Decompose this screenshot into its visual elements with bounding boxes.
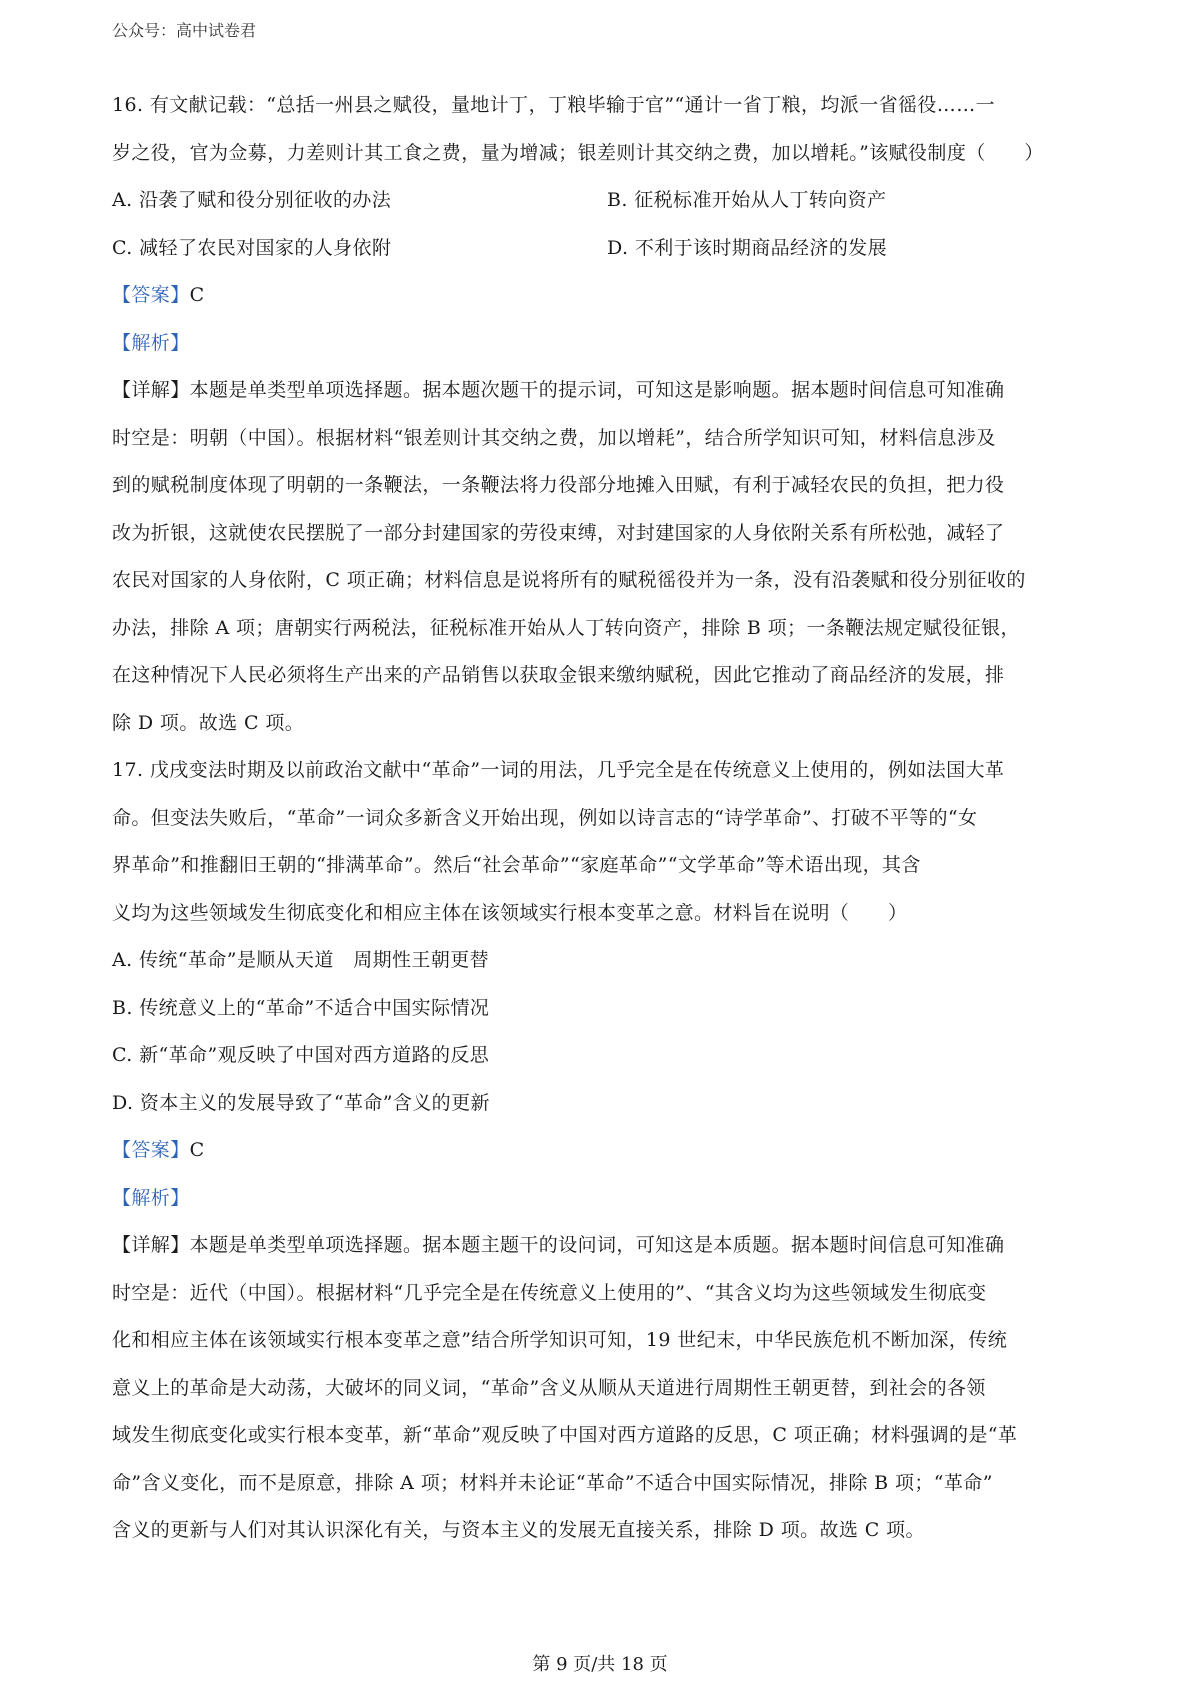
detail-line: 除 D 项。故选 C 项。 xyxy=(112,711,305,734)
analysis-line xyxy=(112,320,1102,368)
options-row xyxy=(112,177,1102,225)
detail-line: 域发生彻底变化或实行根本变革，新“革命”观反映了中国对西方道路的反思，C 项正确；材料强调的是“革 xyxy=(112,1424,1018,1446)
option-c: C. 新“革命”观反映了中国对西方道路的反思 xyxy=(112,1044,490,1066)
options-row xyxy=(112,225,1102,273)
detail-line xyxy=(112,367,1102,415)
question-17 xyxy=(112,747,1102,1555)
answer-line xyxy=(112,1127,1102,1175)
answer-value: C xyxy=(189,284,205,306)
answer-value: C xyxy=(189,1139,205,1161)
detail-text: 本题是单类型单项选择题。据本题次题干的提示词，可知这是影响题。据本题时间信息可知准确 xyxy=(189,379,1005,401)
option-d: D. 不利于该时期商品经济的发展 xyxy=(607,236,888,259)
answer-tag: 【答案】 xyxy=(112,284,190,306)
page-footer: 第 9 页/共 18 页 xyxy=(532,1654,668,1675)
option-a: A. 传统“革命”是顺从天道 周期性王朝更替 xyxy=(112,949,490,971)
detail-line: 改为折银，这就使农民摆脱了一部分封建国家的劳役束缚，对封建国家的人身依附关系有所松弛，减轻了 xyxy=(112,521,1005,544)
question-stem-line: 16. 有文献记载：“总括一州县之赋役，量地计丁，丁粮毕输于官”“通计一省丁粮，均派一省徭役……一 xyxy=(112,94,995,116)
detail-line: 农民对国家的人身依附，C 项正确；材料信息是说将所有的赋税徭役并为一条，没有沿袭赋和役分别征收的 xyxy=(112,569,1026,591)
answer-tag: 【答案】 xyxy=(112,1139,190,1161)
detail-line: 办法，排除 A 项；唐朝实行两税法，征税标准开始从人丁转向资产，排除 B 项；一条鞭法规定赋役征银， xyxy=(112,616,1020,639)
detail-line: 时空是：近代（中国）。根据材料“几乎完全是在传统意义上使用的”、“其含义均为这些领域发生彻底变 xyxy=(112,1281,987,1304)
page-header: 公众号：高中试卷君 xyxy=(112,21,257,40)
page-content xyxy=(112,82,1102,1555)
answer-line xyxy=(112,272,1102,320)
question-stem-line: 界革命”和推翻旧王朝的“排满革命”。然后“社会革命”“家庭革命”“文学革命”等术语出现，其含 xyxy=(112,854,921,876)
detail-line: 到的赋税制度体现了明朝的一条鞭法，一条鞭法将力役部分地摊入田赋，有利于减轻农民的负担，把力役 xyxy=(112,474,1005,496)
detail-line: 含义的更新与人们对其认识深化有关，与资本主义的发展无直接关系，排除 D 项。故选 C 项。 xyxy=(112,1519,925,1541)
analysis-tag: 【解析】 xyxy=(112,1186,190,1209)
detail-tag: 【详解】 xyxy=(112,379,190,401)
detail-line: 意义上的革命是大动荡，大破坏的同义词，“革命”含义从顺从天道进行周期性王朝更替，到社会的各领 xyxy=(112,1376,986,1399)
question-16 xyxy=(112,82,1102,747)
option-a: A. 沿袭了赋和役分别征收的办法 xyxy=(112,189,392,211)
detail-text: 本题是单类型单项选择题。据本题主题干的设问词，可知这是本质题。据本题时间信息可知准确 xyxy=(189,1234,1005,1256)
option-c: C. 减轻了农民对国家的人身依附 xyxy=(112,236,392,259)
question-stem-line: 17. 戊戌变法时期及以前政治文献中“革命”一词的用法，几乎完全是在传统意义上使用的，例如法国大革 xyxy=(112,759,1005,781)
detail-line: 在这种情况下人民必须将生产出来的产品销售以获取金银来缴纳赋税，因此它推动了商品经济的发展，排 xyxy=(112,664,1005,686)
question-stem-line: 义均为这些领域发生彻底变化和相应主体在该领域实行根本变革之意。材料旨在说明（ ） xyxy=(112,901,908,924)
detail-line xyxy=(112,1222,1102,1270)
question-stem-line: 岁之役，官为佥募，力差则计其工食之费，量为增减；银差则计其交纳之费，加以增耗。”该赋役制度（ ） xyxy=(112,141,1044,164)
option-b: B. 传统意义上的“革命”不适合中国实际情况 xyxy=(112,996,490,1019)
option-d: D. 资本主义的发展导致了“革命”含义的更新 xyxy=(112,1091,490,1114)
question-stem-line: 命。但变法失败后，“革命”一词众多新含义开始出现，例如以诗言志的“诗学革命”、打破不平等的“女 xyxy=(112,806,978,829)
detail-line: 时空是：明朝（中国）。根据材料“银差则计其交纳之费，加以增耗”，结合所学知识可知，材料信息涉及 xyxy=(112,426,996,449)
analysis-tag: 【解析】 xyxy=(112,331,190,354)
analysis-line xyxy=(112,1175,1102,1223)
detail-line: 化和相应主体在该领域实行根本变革之意”结合所学知识可知，19 世纪末，中华民族危机不断加深，传统 xyxy=(112,1329,1008,1351)
detail-line: 命”含义变化，而不是原意，排除 A 项；材料并未论证“革命”不适合中国实际情况，排除 B 项；“革命” xyxy=(112,1471,993,1494)
option-b: B. 征税标准开始从人丁转向资产 xyxy=(607,189,887,211)
detail-tag: 【详解】 xyxy=(112,1234,190,1256)
